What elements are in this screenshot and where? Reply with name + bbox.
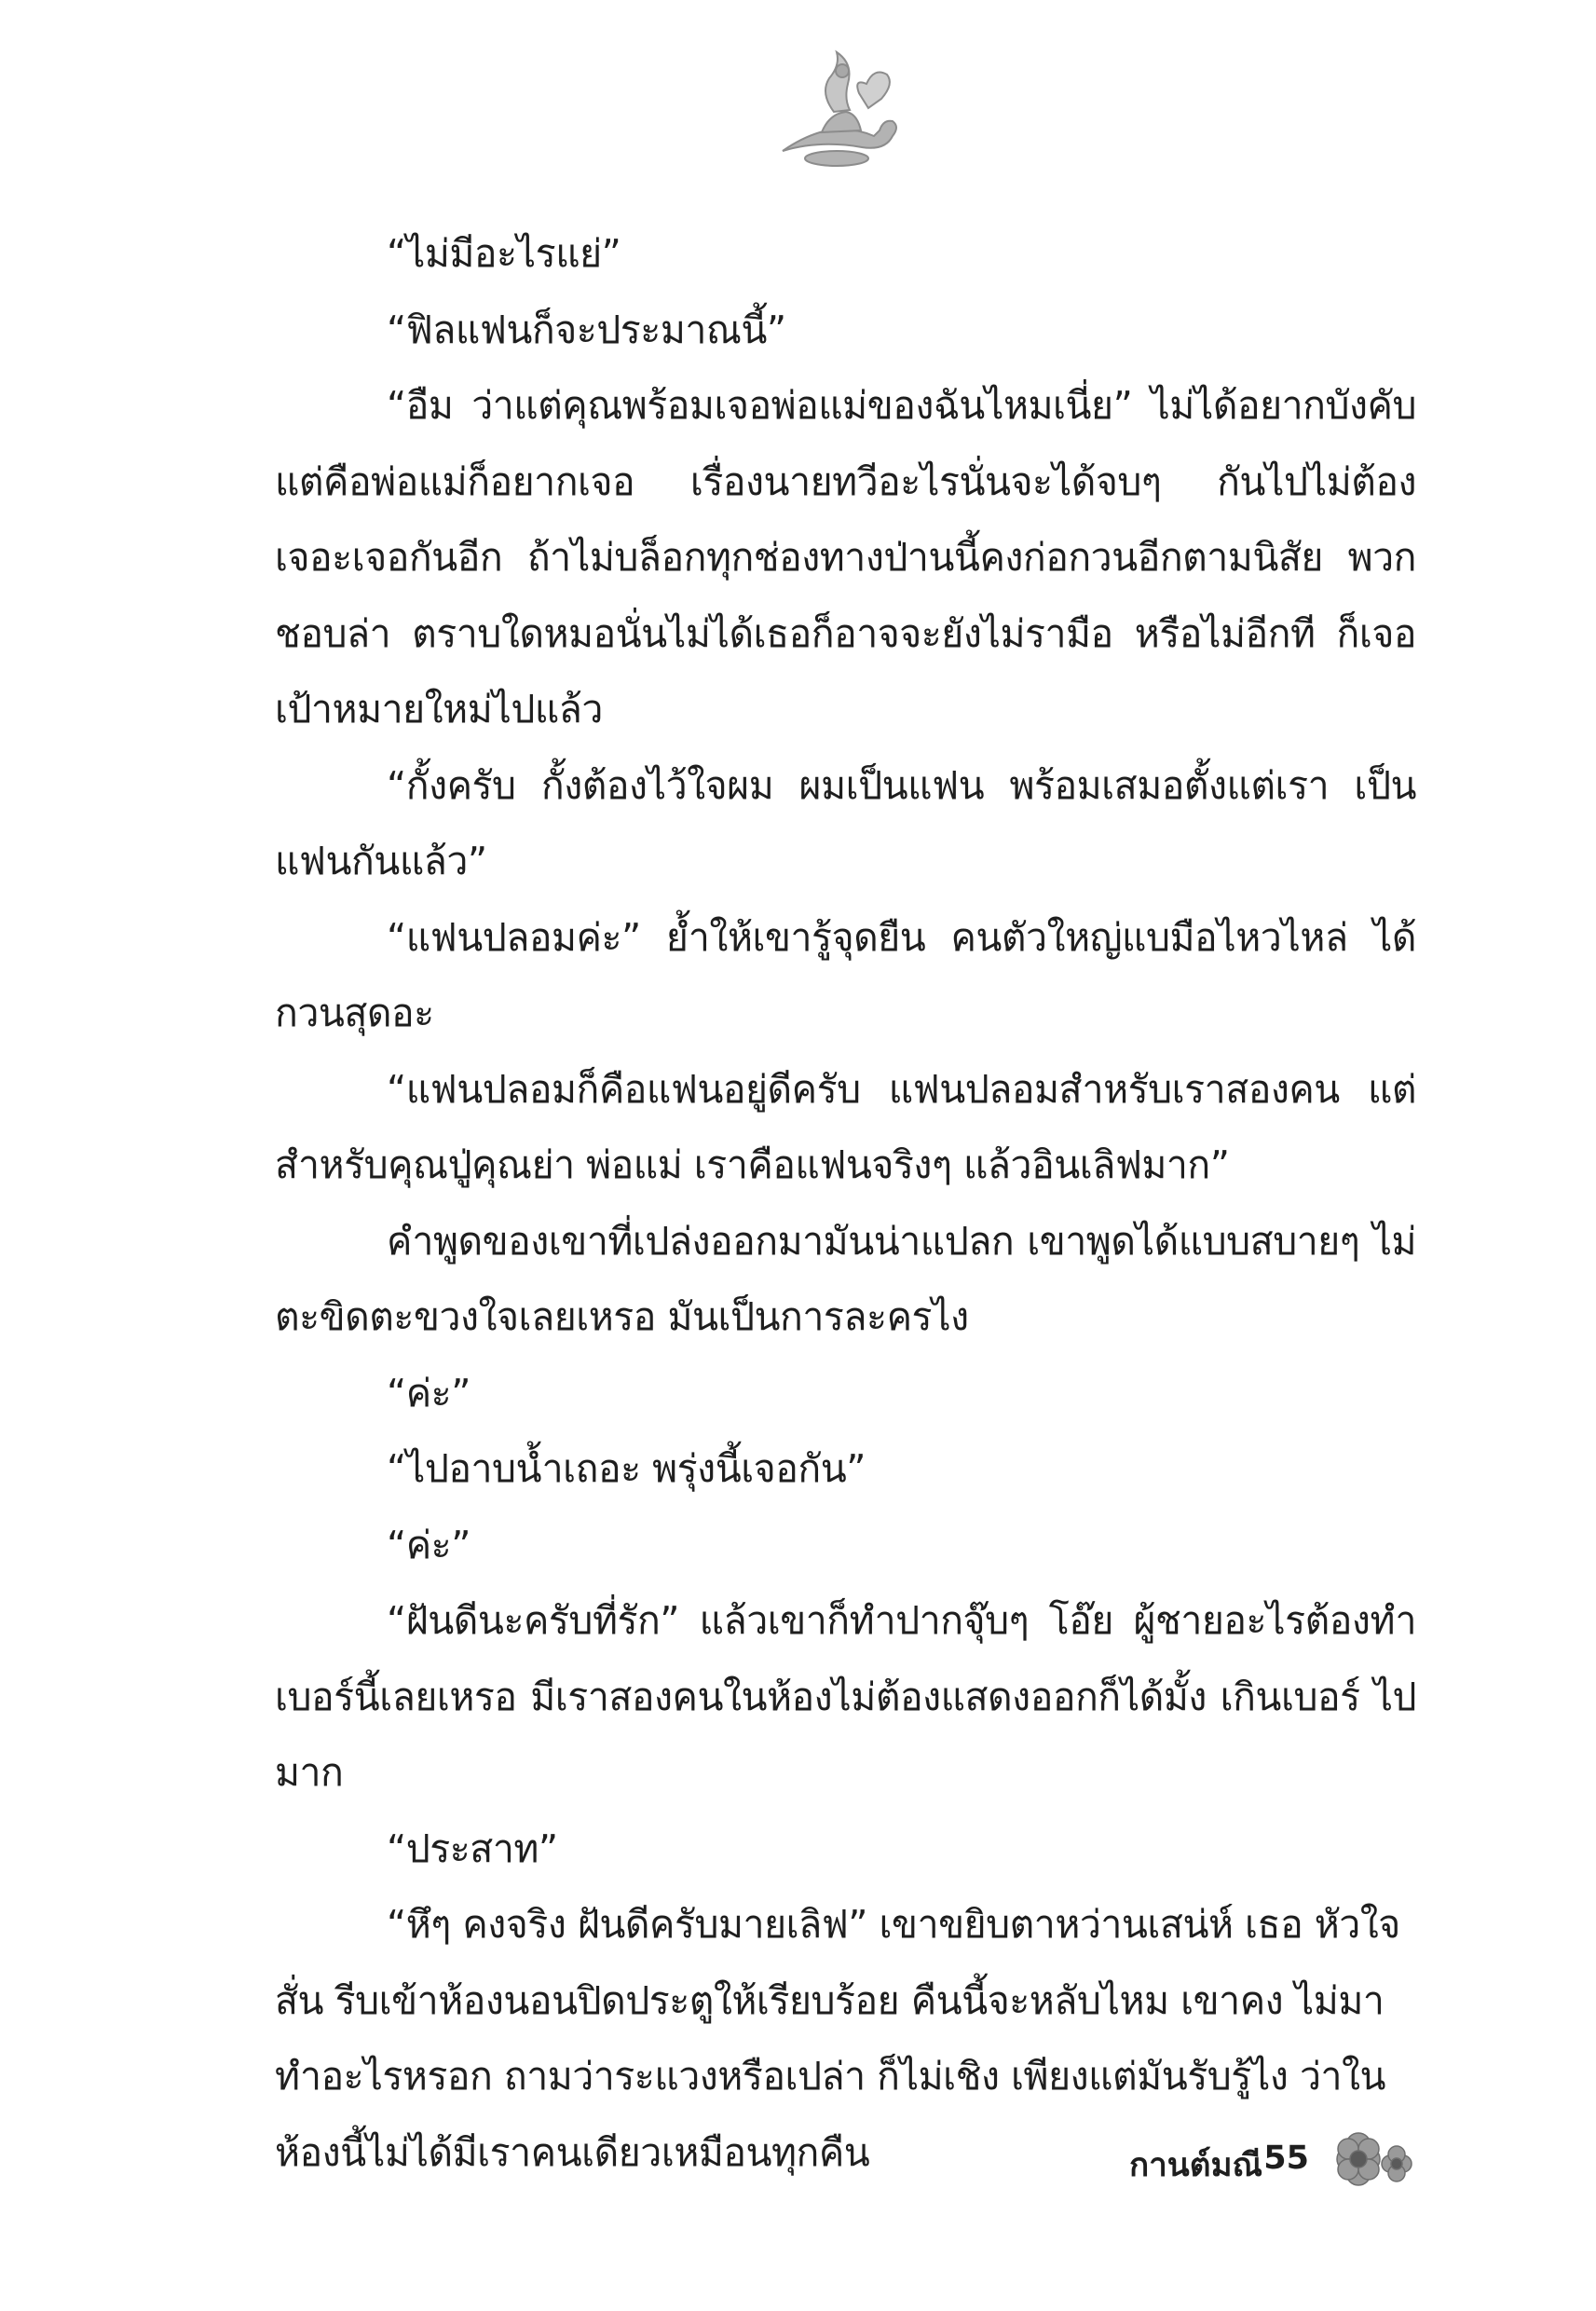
paragraph: “ไม่มีอะไรแย่” — [387, 231, 621, 276]
paragraph: “แฟนปลอมก็คือแฟนอยู่ดีครับ แฟนปลอมสำหรับเราสองคน แต่สำหรับคุณปู่คุณย่า พ่อแม่ เราคือแฟนจริงๆ แล้วอินเลิฟมาก” — [275, 1066, 1416, 1187]
running-title: กานต์มณี — [1128, 2147, 1262, 2184]
body-text — [275, 216, 1416, 2191]
paragraph: “ไปอาบน้ำเถอะ พรุ่งนี้เจอกัน” — [387, 1446, 866, 1491]
page-footer — [1081, 2134, 1453, 2199]
paragraph: “หึๆ คงจริง ฝันดีครับมายเลิฟ” เขาขยิบตาหว่านเสน่ห์ เธอ หัวใจสั่น รีบเข้าห้องนอนปิดประตูให้เรียบร้อย คืนนี้จะหลับไหม เขาคง ไม่มาทำอะไรหรอก ถามว่าระแวงหรือเปล่า ก็ไม่เชิง เพียงแต่มันรับรู้ไง ว่าในห้องนี้ไม่ได้มีเราคนเดียวเหมือนทุกคืน — [275, 1902, 1400, 2175]
paragraph: “อืม ว่าแต่คุณพร้อมเจอพ่อแม่ของฉันไหมเนี่ย” ไม่ได้อยากบังคับ แต่คือพ่อแม่ก็อยากเจอ เรื่องนายทวีอะไรนั่นจะได้จบๆ กันไปไม่ต้อง เจอะเจอกันอีก ถ้าไม่บล็อกทุกช่องทางป่านนี้คงก่อกวนอีกตามนิสัย พวกชอบล่า ตราบใดหมอนั่นไม่ได้เธอก็อาจจะยังไม่รามือ หรือไม่อีกที ก็เจอเป้าหมายใหม่ไปแล้ว — [275, 383, 1416, 732]
paragraph: “แฟนปลอมค่ะ” ย้ำให้เขารู้จุดยืน คนตัวใหญ่แบมือไหวไหล่ ได้กวนสุดอะ — [275, 914, 1416, 1035]
paragraph: “ประสาท” — [387, 1826, 558, 1871]
flower-icon — [1314, 2126, 1416, 2192]
paragraph: “กั้งครับ กั้งต้องไว้ใจผม ผมเป็นแฟน พร้อมเสมอตั้งแต่เรา เป็นแฟนกันแล้ว” — [275, 762, 1416, 883]
paragraph: “ค่ะ” — [387, 1522, 471, 1567]
paragraph: “ฟิลแฟนก็จะประมาณนี้” — [387, 307, 786, 352]
paragraph: “ค่ะ” — [387, 1370, 471, 1415]
paragraph: คำพูดของเขาที่เปล่งออกมามันน่าแปลก เขาพูดได้แบบสบายๆ ไม่ตะขิดตะขวงใจเลยเหรอ มันเป็นการละครไง — [275, 1218, 1416, 1339]
paragraph: “ฝันดีนะครับที่รัก” แล้วเขาก็ทำปากจุ๊บๆ โอ๊ย ผู้ชายอะไรต้องทำ เบอร์นี้เลยเหรอ มีเราสองคนในห้องไม่ต้องแสดงออกก็ได้มั้ง เกินเบอร์ ไปมาก — [275, 1598, 1416, 1795]
genie-lamp-icon — [764, 47, 913, 177]
page-number: 55 — [1263, 2140, 1309, 2177]
